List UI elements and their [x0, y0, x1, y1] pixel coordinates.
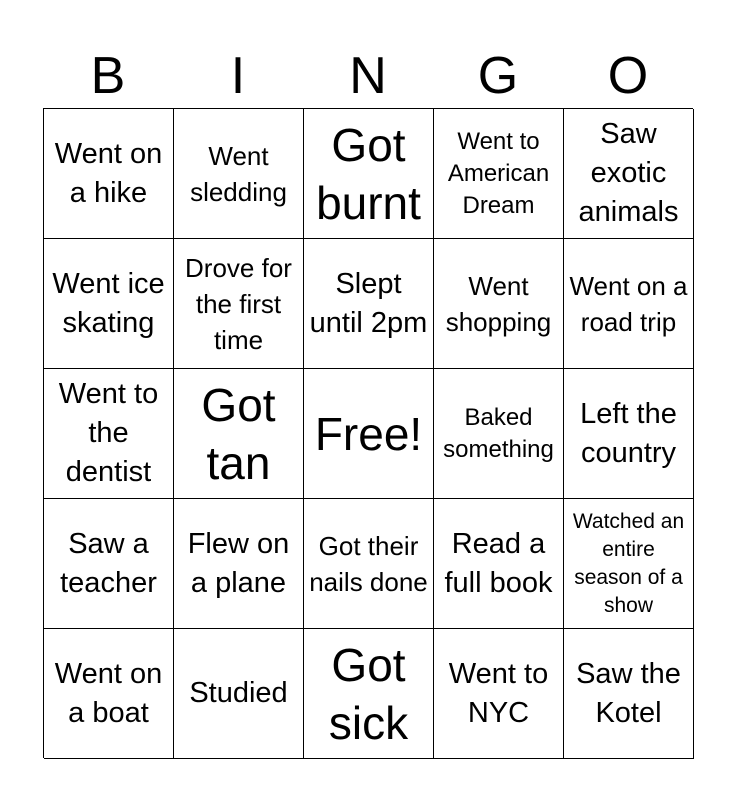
header-letter-g: G — [477, 47, 519, 105]
bingo-header — [43, 44, 693, 108]
bingo-cell[interactable] — [304, 499, 434, 629]
cell-text: Drove for the first time — [185, 252, 292, 355]
cell-text: Slept until 2pm — [309, 267, 428, 339]
cell-text: Saw a teacher — [60, 527, 157, 599]
cell-text: Got tan — [201, 378, 276, 489]
cell-text: Got burnt — [316, 118, 421, 229]
header-letter-i: I — [230, 47, 246, 105]
bingo-cell[interactable] — [564, 369, 694, 499]
cell-text: Read a full book — [444, 527, 553, 599]
cell-text: Baked something — [443, 403, 554, 463]
bingo-cell[interactable] — [564, 109, 694, 239]
cell-text: Saw exotic animals — [578, 118, 679, 228]
cell-text: Saw the Kotel — [576, 657, 681, 729]
cell-text: Went to NYC — [448, 657, 549, 729]
cell-text: Watched an entire season of a show — [572, 509, 685, 617]
cell-text: Went to the dentist — [58, 378, 159, 488]
cell-text: Got sick — [328, 638, 409, 749]
bingo-cell[interactable] — [174, 109, 304, 239]
bingo-cell[interactable] — [434, 369, 564, 499]
bingo-cell[interactable] — [44, 629, 174, 759]
bingo-cell[interactable] — [44, 499, 174, 629]
cell-text: Went on a hike — [54, 137, 163, 209]
cell-text: Left the country — [580, 397, 677, 469]
bingo-cell[interactable] — [304, 239, 434, 369]
bingo-cell[interactable] — [304, 629, 434, 759]
cell-text: Free! — [314, 407, 423, 460]
header-letter-o: O — [607, 47, 649, 105]
free-space[interactable] — [304, 369, 434, 499]
cell-text: Studied — [189, 677, 288, 709]
bingo-cell[interactable] — [434, 239, 564, 369]
bingo-cell[interactable] — [44, 239, 174, 369]
cell-text: Flew on a plane — [187, 527, 290, 599]
cell-text: Got their nails done — [309, 530, 428, 597]
cell-text: Went ice skating — [52, 267, 165, 339]
bingo-cell[interactable] — [434, 499, 564, 629]
cell-text: Went on a boat — [54, 657, 163, 729]
bingo-cell[interactable] — [44, 369, 174, 499]
bingo-cell[interactable] — [174, 369, 304, 499]
bingo-cell[interactable] — [434, 109, 564, 239]
bingo-board — [43, 108, 693, 758]
cell-text: Went shopping — [445, 270, 552, 337]
header-letter-b: B — [90, 47, 126, 105]
bingo-cell[interactable] — [174, 629, 304, 759]
bingo-cell[interactable] — [564, 239, 694, 369]
bingo-cell[interactable] — [434, 629, 564, 759]
header-letter-n: N — [349, 47, 387, 105]
cell-text: Went sledding — [190, 140, 287, 207]
cell-text: Went on a road trip — [569, 270, 688, 337]
bingo-cell[interactable] — [44, 109, 174, 239]
bingo-cell[interactable] — [174, 499, 304, 629]
cell-text: Went to American Dream — [447, 127, 550, 219]
bingo-cell[interactable] — [564, 499, 694, 629]
bingo-cell[interactable] — [174, 239, 304, 369]
bingo-cell[interactable] — [304, 109, 434, 239]
bingo-cell[interactable] — [564, 629, 694, 759]
